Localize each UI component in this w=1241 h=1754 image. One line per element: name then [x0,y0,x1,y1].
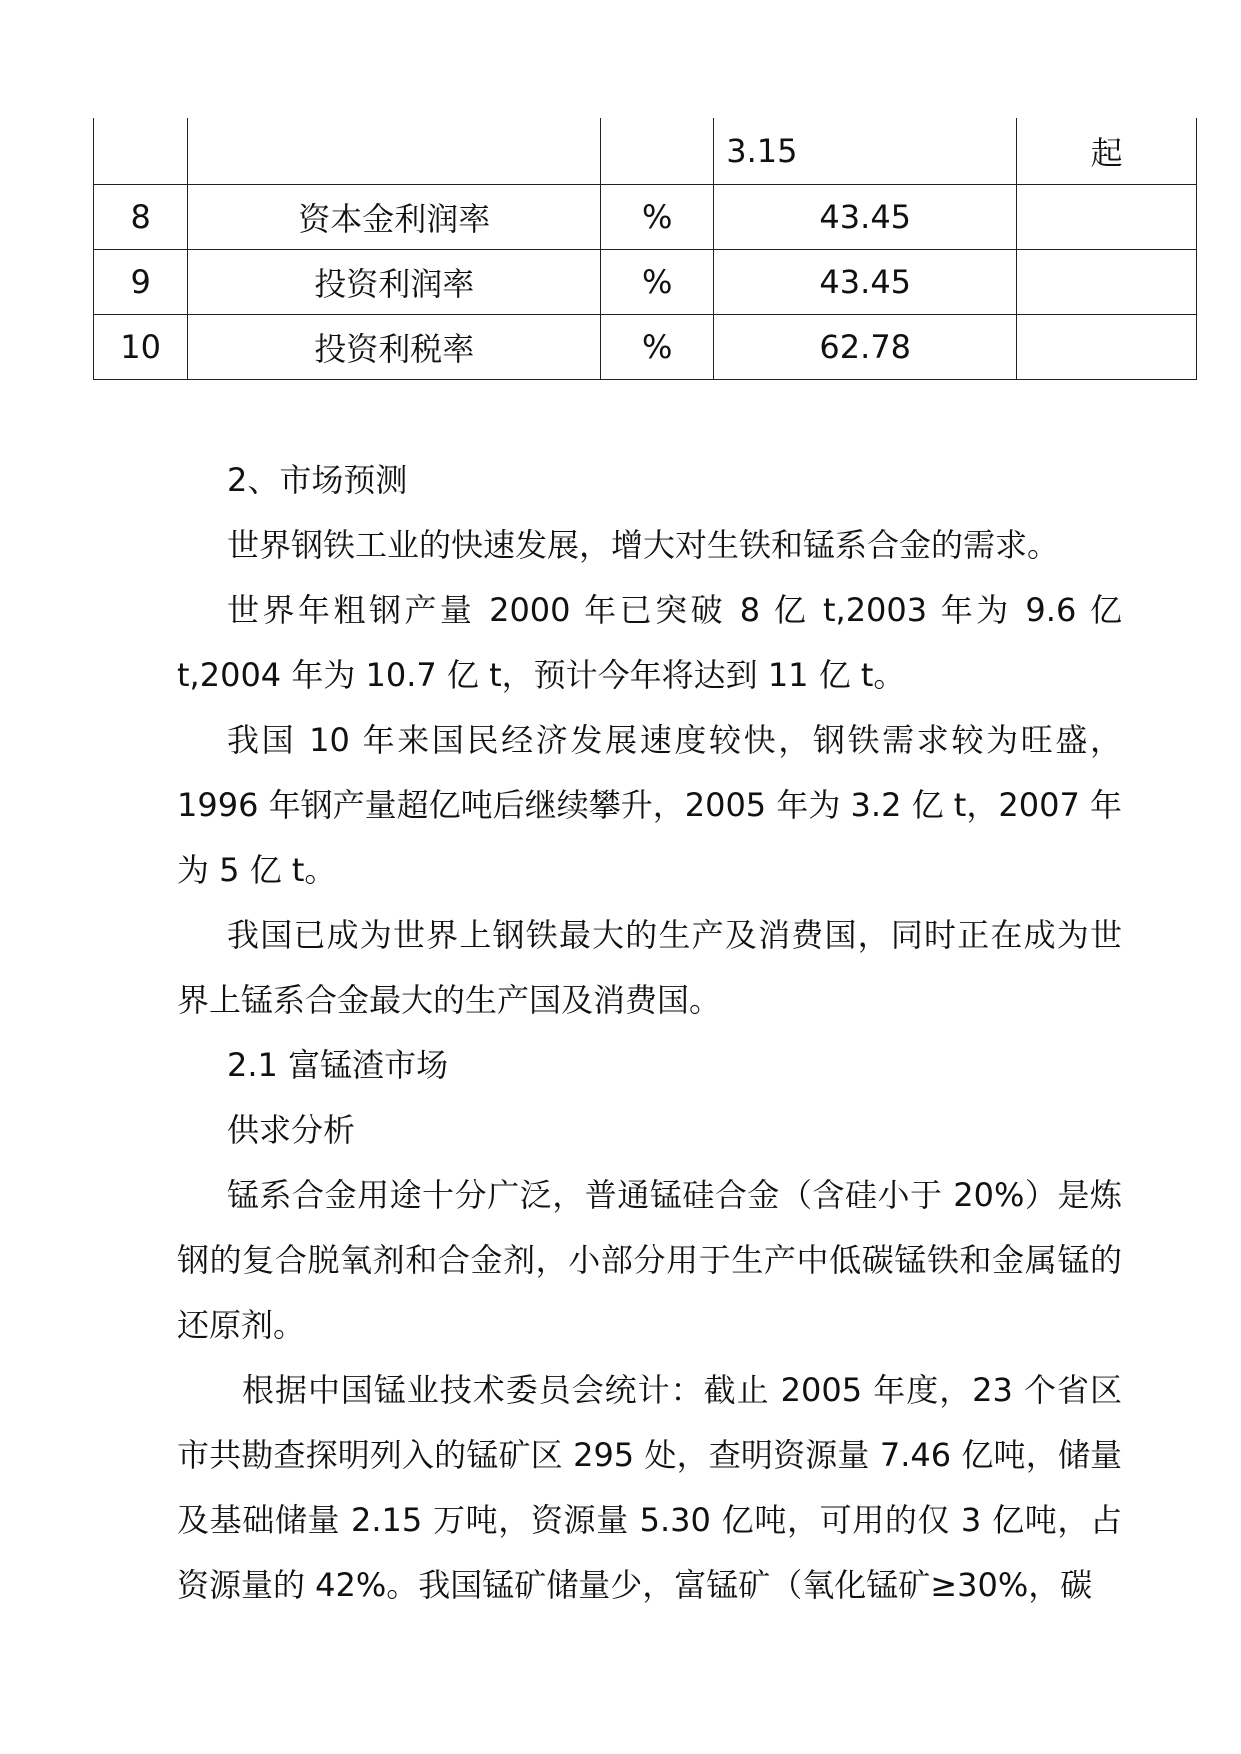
table-cell-unit: % [601,315,714,380]
table-cell-item [188,118,601,185]
paragraph: 世界年粗钢产量 2000 年已突破 8 亿 t,2003 年为 9.6 亿 t,2004 年为 10.7 亿 t，预计今年将达到 11 亿 t。 [177,591,1122,694]
table-row [94,118,1197,185]
table-cell-value: 43.45 [714,250,1017,315]
table-cell-item: 投资利润率 [188,250,601,315]
table-cell-item: 投资利税率 [188,315,601,380]
table-cell-no: 9 [94,250,188,315]
table-cell-unit: % [601,250,714,315]
table-cell-note [1017,185,1197,250]
table-row [94,250,1197,315]
paragraph: 根据中国锰业技术委员会统计：截止 2005 年度，23 个省区市共勘查探明列入的锰矿区 295 处，查明资源量 7.46 亿吨，储量及基础储量 2.15 万吨，资源量 5.30 亿吨，可用的仅 3 亿吨，占资源量的 42%。我国锰矿储量少，富锰矿（氧化锰矿≥30%，碳 [177,1371,1122,1604]
table-cell-note [1017,315,1197,380]
paragraph: 我国已成为世界上钢铁最大的生产及消费国，同时正在成为世界上锰系合金最大的生产国及消费国。 [177,916,1122,1019]
table-cell-unit [601,118,714,185]
section-heading: 2、市场预测 [227,461,408,499]
table-row [94,315,1197,380]
subsection-heading: 2.1 富锰渣市场 [227,1046,449,1084]
table-cell-note [1017,250,1197,315]
table-row [94,185,1197,250]
body-text [177,448,1122,1618]
table-cell-item: 资本金利润率 [188,185,601,250]
table-cell-no: 8 [94,185,188,250]
table-cell-no: 10 [94,315,188,380]
table-cell-note: 起 [1017,118,1197,185]
table-cell-value: 62.78 [714,315,1017,380]
paragraph: 我国 10 年来国民经济发展速度较快，钢铁需求较为旺盛，1996 年钢产量超亿吨后继续攀升，2005 年为 3.2 亿 t，2007 年为 5 亿 t。 [177,721,1122,889]
table-cell-no [94,118,188,185]
table-cell-value: 43.45 [714,185,1017,250]
table-cell-value: 3.15 [714,118,1017,185]
paragraph: 锰系合金用途十分广泛，普通锰硅合金（含硅小于 20%）是炼钢的复合脱氧剂和合金剂，小部分用于生产中低碳锰铁和金属锰的还原剂。 [177,1176,1122,1344]
paragraph: 世界钢铁工业的快速发展，增大对生铁和锰系合金的需求。 [227,526,1060,564]
subheading: 供求分析 [227,1111,356,1149]
table-cell-unit: % [601,185,714,250]
indicator-table [93,118,1197,380]
